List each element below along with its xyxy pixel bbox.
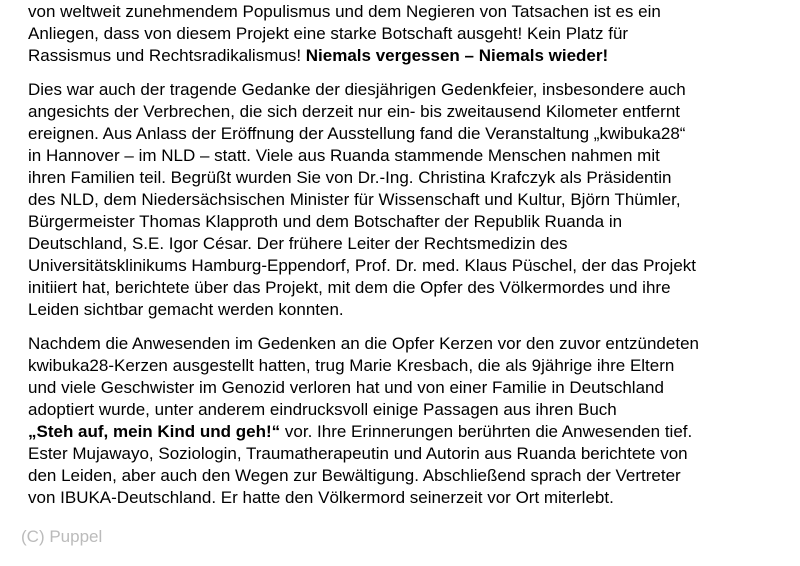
- copyright-watermark: (C) Puppel: [21, 527, 103, 546]
- text-line: initiiert hat, berichtete über das Projekt, mit dem die Opfer des Völkermordes und ihre: [28, 278, 671, 297]
- text-line: und viele Geschwister im Genozid verloren hat und von einer Familie in Deutschland: [28, 378, 664, 397]
- text-line: Leiden sichtbar gemacht werden konnten.: [28, 300, 344, 319]
- text-line: Dies war auch der tragende Gedanke der diesjährigen Gedenkfeier, insbesondere auch: [28, 80, 686, 99]
- text-line: Ester Mujawayo, Soziologin, Traumatherapeutin und Autorin aus Ruanda berichtete von: [28, 444, 688, 463]
- paragraph-1: [28, 1, 780, 67]
- text-line: Anliegen, dass von diesem Projekt eine starke Botschaft ausgeht! Kein Platz für: [28, 24, 629, 43]
- text-line: kwibuka28-Kerzen ausgestellt hatten, trug Marie Kresbach, die als 9jährige ihre Eltern: [28, 356, 675, 375]
- text-line: von IBUKA-Deutschland. Er hatte den Völkermord seinerzeit vor Ort miterlebt.: [28, 488, 614, 507]
- text-line: Bürgermeister Thomas Klapproth und dem Botschafter der Republik Ruanda in: [28, 212, 623, 231]
- text-line: Nachdem die Anwesenden im Gedenken an die Opfer Kerzen vor den zuvor entzündeten: [28, 334, 699, 353]
- text-line: adoptiert wurde, unter anderem eindrucksvoll einige Passagen aus ihren Buch: [28, 400, 617, 419]
- text-line: des NLD, dem Niedersächsischen Minister für Wissenschaft und Kultur, Björn Thümler,: [28, 190, 681, 209]
- emphasis-book-title: „Steh auf, mein Kind und geh!“: [28, 422, 281, 441]
- text-line: angesichts der Verbrechen, die sich derzeit nur ein- bis zweitausend Kilometer entfernt: [28, 102, 681, 121]
- text-line: Deutschland, S.E. Igor César. Der frühere Leiter der Rechtsmedizin des: [28, 234, 568, 253]
- text-line: von weltweit zunehmendem Populismus und dem Negieren von Tatsachen ist es ein: [28, 2, 661, 21]
- document-body: [28, 1, 780, 521]
- emphasis-slogan: Niemals vergessen – Niemals wieder!: [305, 46, 609, 65]
- text-line: ereignen. Aus Anlass der Eröffnung der Ausstellung fand die Veranstaltung „kwibuka28“: [28, 124, 686, 143]
- text-line: Universitätsklinikums Hamburg-Eppendorf, Prof. Dr. med. Klaus Püschel, der das Projekt: [28, 256, 696, 275]
- text-line: „Steh auf, mein Kind und geh!“ vor. Ihre Erinnerungen berührten die Anwesenden tief.: [28, 422, 693, 441]
- paragraph-3: [28, 333, 780, 509]
- text-line: Rassismus und Rechtsradikalismus! Niemals vergessen – Niemals wieder!: [28, 46, 609, 65]
- text-line: den Leiden, aber auch den Wegen zur Bewältigung. Abschließend sprach der Vertreter: [28, 466, 681, 485]
- text-line: in Hannover – im NLD – statt. Viele aus Ruanda stammende Menschen nahmen mit: [28, 146, 660, 165]
- paragraph-2: [28, 79, 780, 321]
- text-line: ihren Familien teil. Begrüßt wurden Sie von Dr.-Ing. Christina Krafczyk als Präsidentin: [28, 168, 672, 187]
